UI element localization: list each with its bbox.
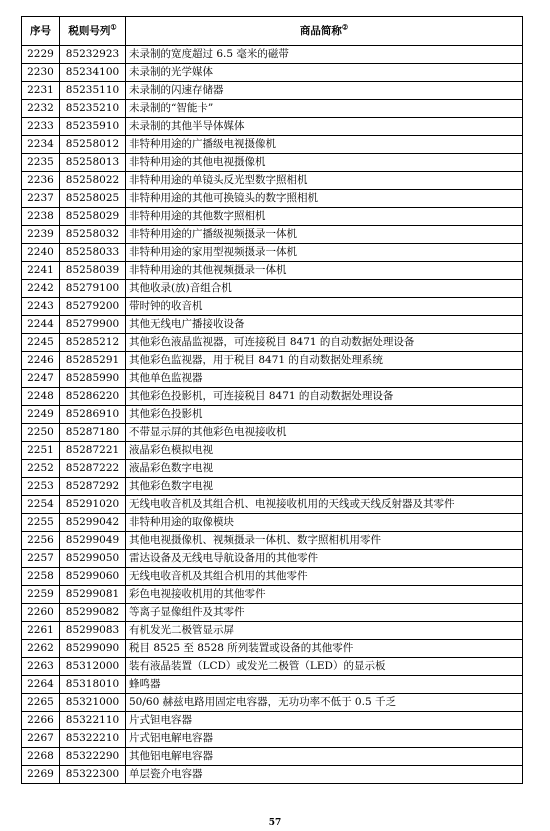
row-name: 非特种用途的其他可换镜头的数字照相机 <box>126 190 523 208</box>
header-code: 税则号列① <box>60 17 126 46</box>
row-code: 85285990 <box>60 370 126 388</box>
row-code: 85322110 <box>60 712 126 730</box>
row-code: 85234100 <box>60 64 126 82</box>
row-seq: 2260 <box>22 604 60 622</box>
row-name: 非特种用途的家用型视频摄录一体机 <box>126 244 523 262</box>
row-name: 非特种用途的广播级电视摄像机 <box>126 136 523 154</box>
row-seq: 2252 <box>22 460 60 478</box>
row-name: 其他彩色投影机，可连接税目 8471 的自动数据处理设备 <box>126 388 523 406</box>
row-seq: 2251 <box>22 442 60 460</box>
row-name: 彩色电视接收机用的其他零件 <box>126 586 523 604</box>
table-row <box>22 82 523 100</box>
row-code: 85279200 <box>60 298 126 316</box>
row-code: 85285291 <box>60 352 126 370</box>
row-name: 不带显示屏的其他彩色电视接收机 <box>126 424 523 442</box>
row-seq: 2245 <box>22 334 60 352</box>
table-row <box>22 316 523 334</box>
row-code: 85258012 <box>60 136 126 154</box>
table-row <box>22 550 523 568</box>
row-code: 85258029 <box>60 208 126 226</box>
row-code: 85322210 <box>60 730 126 748</box>
row-seq: 2234 <box>22 136 60 154</box>
row-code: 85279100 <box>60 280 126 298</box>
table-row <box>22 604 523 622</box>
table-row <box>22 388 523 406</box>
row-seq: 2232 <box>22 100 60 118</box>
row-code: 85299090 <box>60 640 126 658</box>
table-row <box>22 136 523 154</box>
row-seq: 2247 <box>22 370 60 388</box>
table-row <box>22 676 523 694</box>
row-seq: 2255 <box>22 514 60 532</box>
table-row <box>22 496 523 514</box>
table-row <box>22 280 523 298</box>
row-code: 85299049 <box>60 532 126 550</box>
row-name: 其他电视摄像机、视频摄录一体机、数字照相机用零件 <box>126 532 523 550</box>
row-seq: 2241 <box>22 262 60 280</box>
table-row <box>22 568 523 586</box>
row-name: 带时钟的收音机 <box>126 298 523 316</box>
row-name: 其他彩色液晶监视器，可连接税目 8471 的自动数据处理设备 <box>126 334 523 352</box>
table-row <box>22 118 523 136</box>
row-seq: 2239 <box>22 226 60 244</box>
row-seq: 2268 <box>22 748 60 766</box>
row-name: 其他收录(放)音组合机 <box>126 280 523 298</box>
table-header-row <box>22 17 523 46</box>
row-name: 装有液晶装置（LCD）或发光二极管（LED）的显示板 <box>126 658 523 676</box>
row-seq: 2250 <box>22 424 60 442</box>
header-seq: 序号 <box>22 17 60 46</box>
table-row <box>22 730 523 748</box>
table-row <box>22 208 523 226</box>
row-seq: 2240 <box>22 244 60 262</box>
table-row <box>22 586 523 604</box>
row-name: 其他单色监视器 <box>126 370 523 388</box>
row-name: 其他彩色投影机 <box>126 406 523 424</box>
row-seq: 2254 <box>22 496 60 514</box>
row-code: 85287222 <box>60 460 126 478</box>
table-row <box>22 640 523 658</box>
row-code: 85279900 <box>60 316 126 334</box>
row-seq: 2248 <box>22 388 60 406</box>
row-code: 85299060 <box>60 568 126 586</box>
table-row <box>22 244 523 262</box>
row-seq: 2243 <box>22 298 60 316</box>
row-name: 未录制的光学媒体 <box>126 64 523 82</box>
row-name: 税目 8525 至 8528 所列装置或设备的其他零件 <box>126 640 523 658</box>
tariff-table <box>21 16 523 784</box>
row-code: 85299081 <box>60 586 126 604</box>
row-code: 85322290 <box>60 748 126 766</box>
table-row <box>22 424 523 442</box>
table-row <box>22 460 523 478</box>
row-name: 液晶彩色模拟电视 <box>126 442 523 460</box>
row-name: 片式钽电容器 <box>126 712 523 730</box>
page-number: 57 <box>268 818 282 828</box>
row-seq: 2237 <box>22 190 60 208</box>
table-row <box>22 226 523 244</box>
row-name: 50/60 赫兹电路用固定电容器，无功功率不低于 0.5 千乏 <box>126 694 523 712</box>
row-code: 85235210 <box>60 100 126 118</box>
row-seq: 2236 <box>22 172 60 190</box>
row-seq: 2244 <box>22 316 60 334</box>
table-row <box>22 442 523 460</box>
row-code: 85232923 <box>60 46 126 64</box>
row-seq: 2249 <box>22 406 60 424</box>
row-name: 液晶彩色数字电视 <box>126 460 523 478</box>
row-code: 85285212 <box>60 334 126 352</box>
row-code: 85258032 <box>60 226 126 244</box>
row-name: 无线电收音机及其组合机、电视接收机用的天线或天线反射器及其零件 <box>126 496 523 514</box>
row-code: 85287292 <box>60 478 126 496</box>
table-row <box>22 622 523 640</box>
row-name: 非特种用途的其他视频摄录一体机 <box>126 262 523 280</box>
row-name: 无线电收音机及其组合机用的其他零件 <box>126 568 523 586</box>
row-name: 未录制的宽度超过 6.5 毫米的磁带 <box>126 46 523 64</box>
row-name: 其他彩色监视器，用于税目 8471 的自动数据处理系统 <box>126 352 523 370</box>
row-code: 85286910 <box>60 406 126 424</box>
row-code: 85291020 <box>60 496 126 514</box>
header-name: 商品简称② <box>126 17 523 46</box>
row-name: 其他铝电解电容器 <box>126 748 523 766</box>
row-seq: 2233 <box>22 118 60 136</box>
table-row <box>22 262 523 280</box>
row-seq: 2242 <box>22 280 60 298</box>
row-code: 85258039 <box>60 262 126 280</box>
row-seq: 2265 <box>22 694 60 712</box>
row-seq: 2235 <box>22 154 60 172</box>
row-code: 85318010 <box>60 676 126 694</box>
table-row <box>22 64 523 82</box>
row-code: 85299083 <box>60 622 126 640</box>
row-code: 85321000 <box>60 694 126 712</box>
row-code: 85287180 <box>60 424 126 442</box>
row-code: 85286220 <box>60 388 126 406</box>
row-code: 85258022 <box>60 172 126 190</box>
row-code: 85258033 <box>60 244 126 262</box>
row-name: 非特种用途的其他电视摄像机 <box>126 154 523 172</box>
row-code: 85322300 <box>60 766 126 784</box>
row-seq: 2229 <box>22 46 60 64</box>
row-seq: 2266 <box>22 712 60 730</box>
row-seq: 2263 <box>22 658 60 676</box>
table-row <box>22 334 523 352</box>
row-name: 非特种用途的其他数字照相机 <box>126 208 523 226</box>
row-code: 85299050 <box>60 550 126 568</box>
row-code: 85299082 <box>60 604 126 622</box>
row-seq: 2264 <box>22 676 60 694</box>
row-code: 85235110 <box>60 82 126 100</box>
row-name: 有机发光二极管显示屏 <box>126 622 523 640</box>
table-row <box>22 658 523 676</box>
row-seq: 2253 <box>22 478 60 496</box>
row-seq: 2231 <box>22 82 60 100</box>
table-row <box>22 748 523 766</box>
row-code: 85287221 <box>60 442 126 460</box>
row-code: 85312000 <box>60 658 126 676</box>
row-seq: 2230 <box>22 64 60 82</box>
row-name: 非特种用途的取像模块 <box>126 514 523 532</box>
table-row <box>22 100 523 118</box>
table-row <box>22 190 523 208</box>
table-row <box>22 298 523 316</box>
table-row <box>22 172 523 190</box>
table-row <box>22 406 523 424</box>
row-name: 其他无线电广播接收设备 <box>126 316 523 334</box>
row-name: 蜂鸣器 <box>126 676 523 694</box>
row-seq: 2256 <box>22 532 60 550</box>
row-seq: 2261 <box>22 622 60 640</box>
table-row <box>22 694 523 712</box>
row-name: 片式铝电解电容器 <box>126 730 523 748</box>
row-seq: 2246 <box>22 352 60 370</box>
header-name-note: ② <box>341 22 349 31</box>
row-code: 85235910 <box>60 118 126 136</box>
table-row <box>22 352 523 370</box>
row-code: 85258025 <box>60 190 126 208</box>
table-row <box>22 514 523 532</box>
row-seq: 2262 <box>22 640 60 658</box>
table-row <box>22 712 523 730</box>
table-row <box>22 532 523 550</box>
header-code-note: ① <box>110 22 117 31</box>
row-name: 未录制的其他半导体媒体 <box>126 118 523 136</box>
row-name: 单层瓷介电容器 <box>126 766 523 784</box>
row-name: 其他彩色数字电视 <box>126 478 523 496</box>
row-name: 未录制的“智能卡” <box>126 100 523 118</box>
row-seq: 2267 <box>22 730 60 748</box>
row-name: 等离子显像组件及其零件 <box>126 604 523 622</box>
row-seq: 2269 <box>22 766 60 784</box>
row-seq: 2238 <box>22 208 60 226</box>
row-code: 85258013 <box>60 154 126 172</box>
row-name: 非特种用途的广播级视频摄录一体机 <box>126 226 523 244</box>
row-name: 未录制的闪速存储器 <box>126 82 523 100</box>
table-row <box>22 478 523 496</box>
row-seq: 2257 <box>22 550 60 568</box>
row-name: 非特种用途的单镜头反光型数字照相机 <box>126 172 523 190</box>
table-row <box>22 46 523 64</box>
row-seq: 2258 <box>22 568 60 586</box>
table-row <box>22 766 523 784</box>
table-body <box>22 46 523 784</box>
table-row <box>22 370 523 388</box>
row-code: 85299042 <box>60 514 126 532</box>
table-row <box>22 154 523 172</box>
row-name: 雷达设备及无线电导航设备用的其他零件 <box>126 550 523 568</box>
row-seq: 2259 <box>22 586 60 604</box>
